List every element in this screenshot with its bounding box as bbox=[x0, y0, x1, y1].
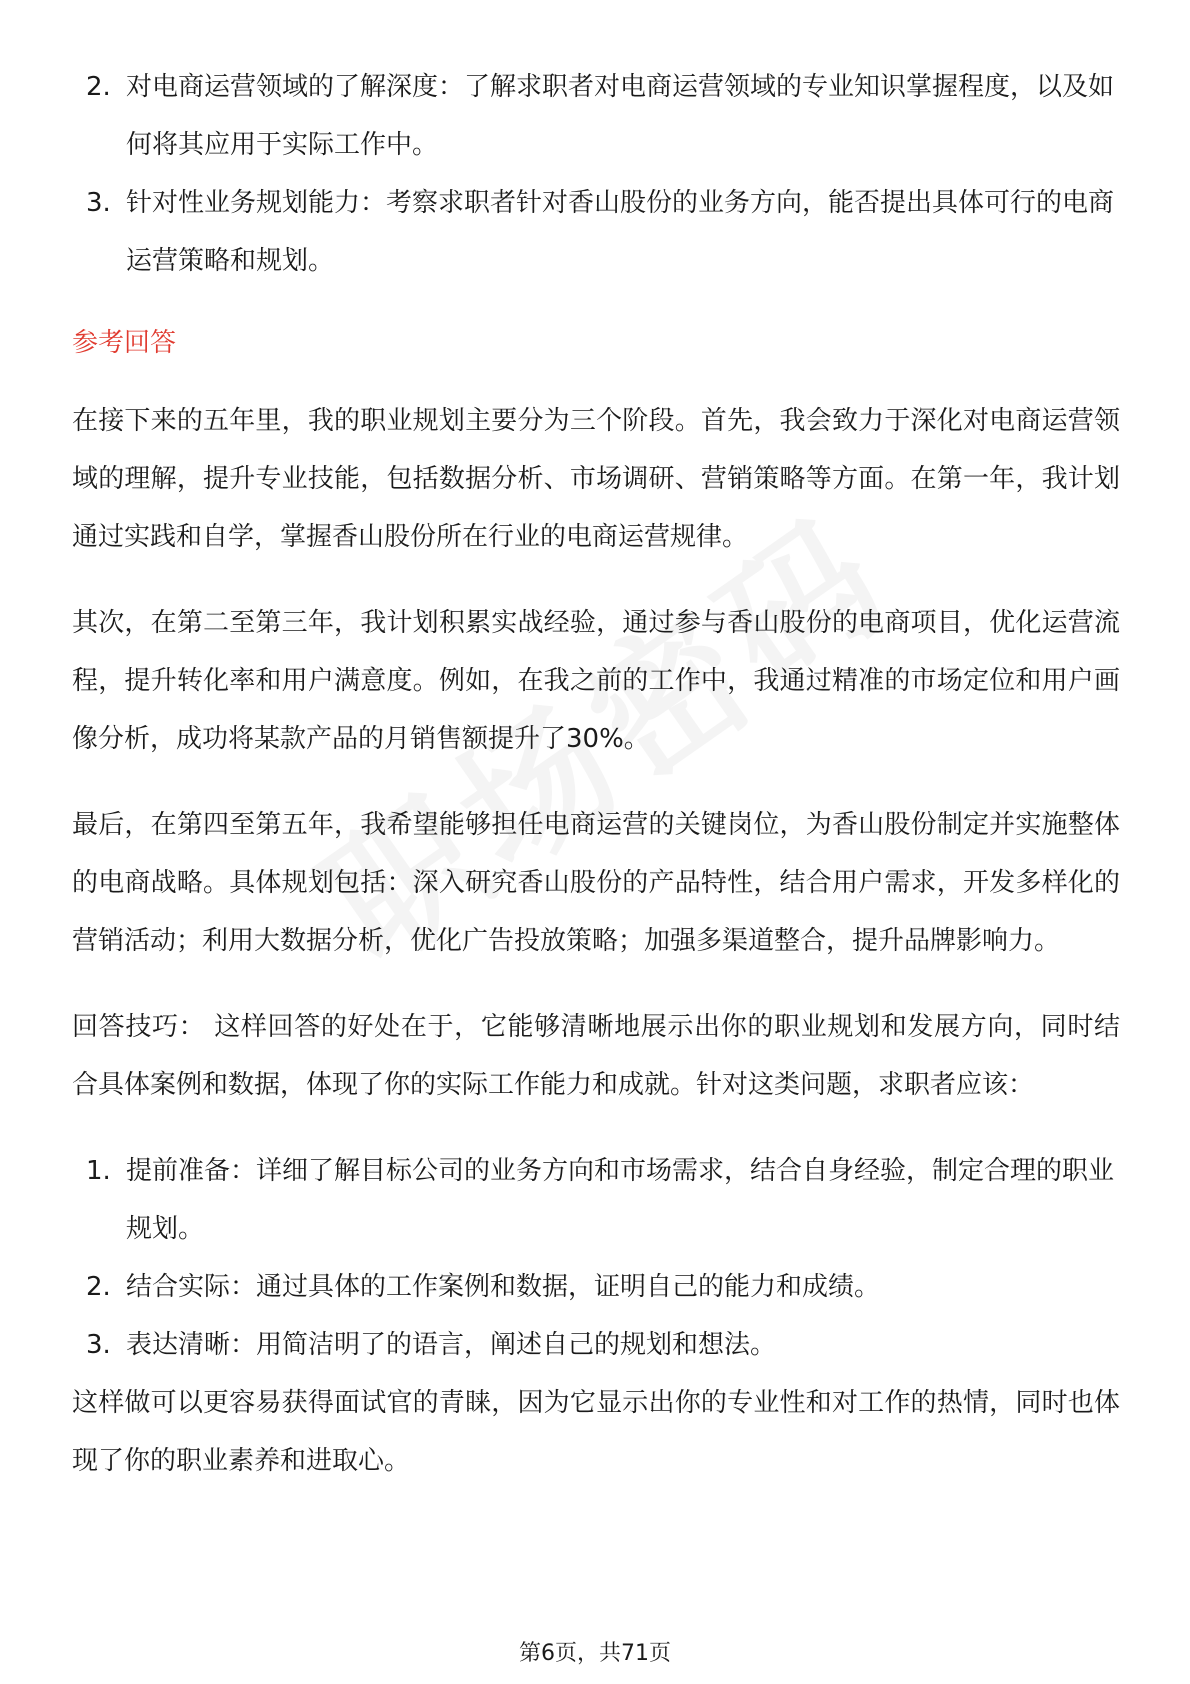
list-item bbox=[72, 174, 1120, 290]
list-item bbox=[72, 1142, 1120, 1258]
criteria-list bbox=[72, 58, 1120, 290]
list-item bbox=[72, 1316, 1120, 1374]
list-item-text: 结合实际：通过具体的工作案例和数据，证明自己的能力和成绩。 bbox=[126, 1272, 881, 1302]
answer-paragraph: 其次，在第二至第三年，我计划积累实战经验，通过参与香山股份的电商项目，优化运营流程，提升转化率和用户满意度。例如，在我之前的工作中，我通过精准的市场定位和用户画像分析，成功将某款产品的月销售额提升了30%。 bbox=[72, 608, 1120, 754]
list-item bbox=[72, 58, 1120, 174]
tips-list bbox=[72, 1142, 1120, 1374]
list-item-number: 1. bbox=[86, 1156, 111, 1186]
page-content bbox=[72, 58, 1120, 1518]
list-item-number: 3. bbox=[86, 188, 111, 218]
list-item bbox=[72, 1258, 1120, 1316]
answer-paragraph: 在接下来的五年里，我的职业规划主要分为三个阶段。首先，我会致力于深化对电商运营领域的理解，提升专业技能，包括数据分析、市场调研、营销策略等方面。在第一年，我计划通过实践和自学，掌握香山股份所在行业的电商运营规律。 bbox=[72, 406, 1120, 552]
list-item-text: 提前准备：详细了解目标公司的业务方向和市场需求，结合自身经验，制定合理的职业规划。 bbox=[126, 1156, 1115, 1244]
tips-paragraph: 回答技巧： 这样回答的好处在于，它能够清晰地展示出你的职业规划和发展方向，同时结合具体案例和数据，体现了你的实际工作能力和成就。针对这类问题，求职者应该： bbox=[72, 1012, 1120, 1100]
list-item-number: 2. bbox=[86, 1272, 111, 1302]
section-heading: 参考回答 bbox=[72, 328, 177, 358]
list-item-number: 2. bbox=[86, 72, 111, 102]
closing-paragraph: 这样做可以更容易获得面试官的青睐，因为它显示出你的专业性和对工作的热情，同时也体现了你的职业素养和进取心。 bbox=[72, 1388, 1120, 1476]
list-item-text: 对电商运营领域的了解深度：了解求职者对电商运营领域的专业知识掌握程度，以及如何将其应用于实际工作中。 bbox=[126, 72, 1115, 160]
list-item-text: 针对性业务规划能力：考察求职者针对香山股份的业务方向，能否提出具体可行的电商运营策略和规划。 bbox=[126, 188, 1115, 276]
list-item-number: 3. bbox=[86, 1330, 111, 1360]
list-item-text: 表达清晰：用简洁明了的语言，阐述自己的规划和想法。 bbox=[126, 1330, 777, 1360]
page-number: 第6页，共71页 bbox=[519, 1641, 671, 1666]
answer-paragraph: 最后，在第四至第五年，我希望能够担任电商运营的关键岗位，为香山股份制定并实施整体的电商战略。具体规划包括：深入研究香山股份的产品特性，结合用户需求，开发多样化的营销活动；利用大数据分析，优化广告投放策略；加强多渠道整合，提升品牌影响力。 bbox=[72, 810, 1120, 956]
